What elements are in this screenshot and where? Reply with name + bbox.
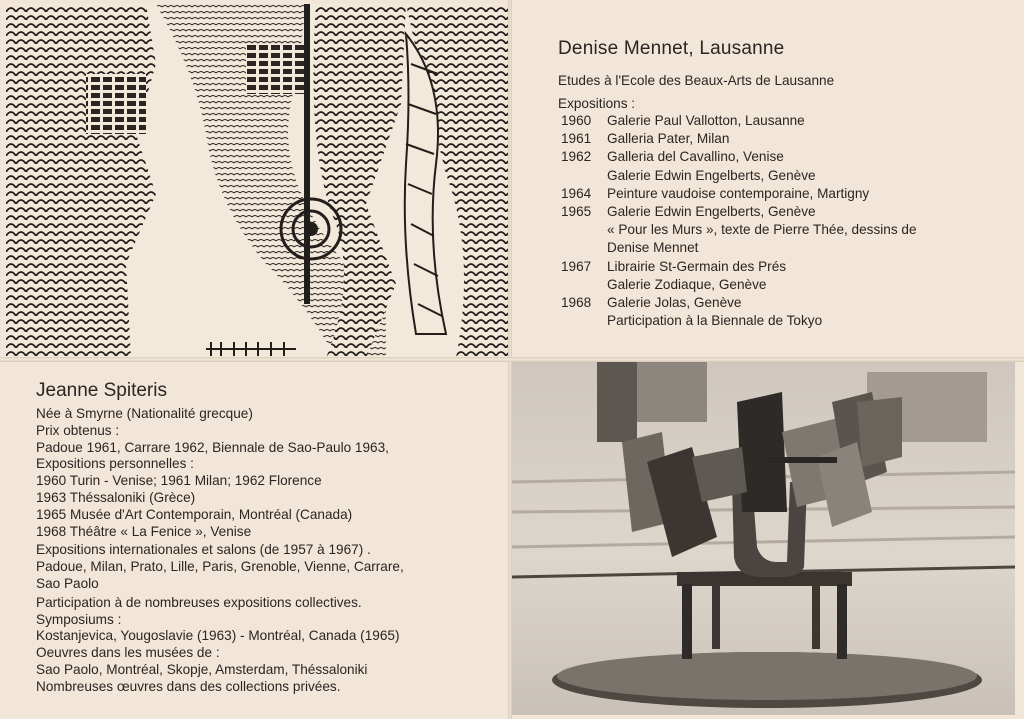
exhibition-row — [561, 239, 981, 257]
exhibition-year — [561, 312, 607, 330]
spiteris-line: Prix obtenus : — [36, 422, 120, 438]
exhibition-year — [561, 276, 607, 294]
spiteris-line: Née à Smyrne (Nationalité grecque) — [36, 406, 253, 421]
exhibition-year: 1961 — [561, 131, 592, 147]
exhibition-row — [561, 294, 981, 312]
exhibition-text: Galerie Jolas, Genève — [607, 295, 742, 311]
exhibition-text: Peinture vaudoise contemporaine, Martigny — [607, 185, 870, 201]
exhibition-year — [561, 239, 607, 257]
spiteris-line: Participation à de nombreuses expositions collectives. — [36, 594, 362, 610]
exhibition-text: Galerie Edwin Engelberts, Genève — [607, 167, 816, 183]
exhibition-row — [561, 276, 981, 294]
spiteris-line: Kostanjevica, Yougoslavie (1963) - Montréal, Canada (1965) — [36, 628, 400, 644]
spiteris-title: Jeanne Spiteris — [36, 380, 167, 401]
mennet-studies: Etudes à l'Ecole des Beaux-Arts de Lausanne — [558, 73, 835, 88]
exhibition-row — [561, 221, 981, 239]
exhibition-row — [561, 203, 981, 221]
exhibition-row — [561, 112, 981, 130]
spiteris-line: 1963 Théssaloniki (Grèce) — [36, 489, 196, 505]
spiteris-line: Padoue, Milan, Prato, Lille, Paris, Grenoble, Vienne, Carrare, — [36, 559, 404, 575]
spiteris-line: 1968 Théâtre « La Fenice », Venise — [36, 523, 252, 539]
spiteris-line: Expositions personnelles : — [36, 456, 194, 472]
exhibition-year — [561, 167, 607, 185]
exhibition-text: « Pour les Murs », texte de Pierre Thée, dessins de — [607, 222, 917, 238]
exhibition-year: 1968 — [561, 295, 592, 311]
spiteris-line: Sao Paolo — [36, 575, 99, 591]
spiteris-line: Oeuvres dans les musées de : — [36, 645, 220, 661]
spiteris-line: 1960 Turin - Venise; 1961 Milan; 1962 Florence — [36, 473, 322, 489]
exhibition-year: 1965 — [561, 204, 592, 220]
exhibition-year — [561, 221, 607, 239]
spiteris-line: Sao Paolo, Montréal, Skopje, Amsterdam, Théssaloniki — [36, 661, 368, 677]
spiteris-line: Symposiums : — [36, 611, 122, 627]
exhibition-text: Participation à la Biennale de Tokyo — [607, 313, 823, 329]
exhibition-year: 1967 — [561, 258, 592, 274]
exhibition-row — [561, 167, 981, 185]
exhibition-text: Galleria Pater, Milan — [607, 131, 730, 147]
ink-drawing-svg — [6, 4, 509, 358]
exhibition-year: 1964 — [561, 185, 592, 201]
mennet-section — [558, 38, 978, 113]
spiteris-line: Expositions internationales et salons (de 1957 à 1967) . — [36, 542, 371, 558]
exhibition-row — [561, 258, 981, 276]
exhibition-year: 1962 — [561, 149, 592, 165]
ink-drawing-illustration — [6, 4, 509, 358]
exhibition-text: Librairie St-Germain des Prés — [607, 258, 787, 274]
horizontal-fold-line — [0, 357, 1024, 362]
exhibition-text: Denise Mennet — [607, 240, 699, 256]
exhibition-text: Galerie Zodiaque, Genève — [607, 276, 767, 292]
spiteris-section — [36, 380, 486, 696]
mennet-expositions-heading: Expositions : — [558, 95, 636, 111]
sculpture-photograph — [512, 362, 1015, 715]
exhibition-row — [561, 148, 981, 166]
exhibition-row — [561, 130, 981, 148]
mennet-title: Denise Mennet, Lausanne — [558, 38, 785, 59]
exhibition-text: Galerie Edwin Engelberts, Genève — [607, 204, 816, 220]
exhibition-year: 1960 — [561, 113, 592, 128]
exhibition-text: Galleria del Cavallino, Venise — [607, 149, 784, 165]
mennet-exhibition-list — [561, 112, 981, 330]
exhibition-text: Galerie Paul Vallotton, Lausanne — [607, 113, 805, 128]
sculpture-photo-svg — [512, 362, 1015, 715]
exhibition-row — [561, 185, 981, 203]
spiteris-line: Nombreuses œuvres dans des collections privées. — [36, 678, 341, 694]
spiteris-line: 1965 Musée d'Art Contemporain, Montréal (Canada) — [36, 506, 353, 522]
spiteris-line: Padoue 1961, Carrare 1962, Biennale de Sao-Paulo 1963, — [36, 439, 389, 455]
exhibition-row — [561, 312, 981, 330]
